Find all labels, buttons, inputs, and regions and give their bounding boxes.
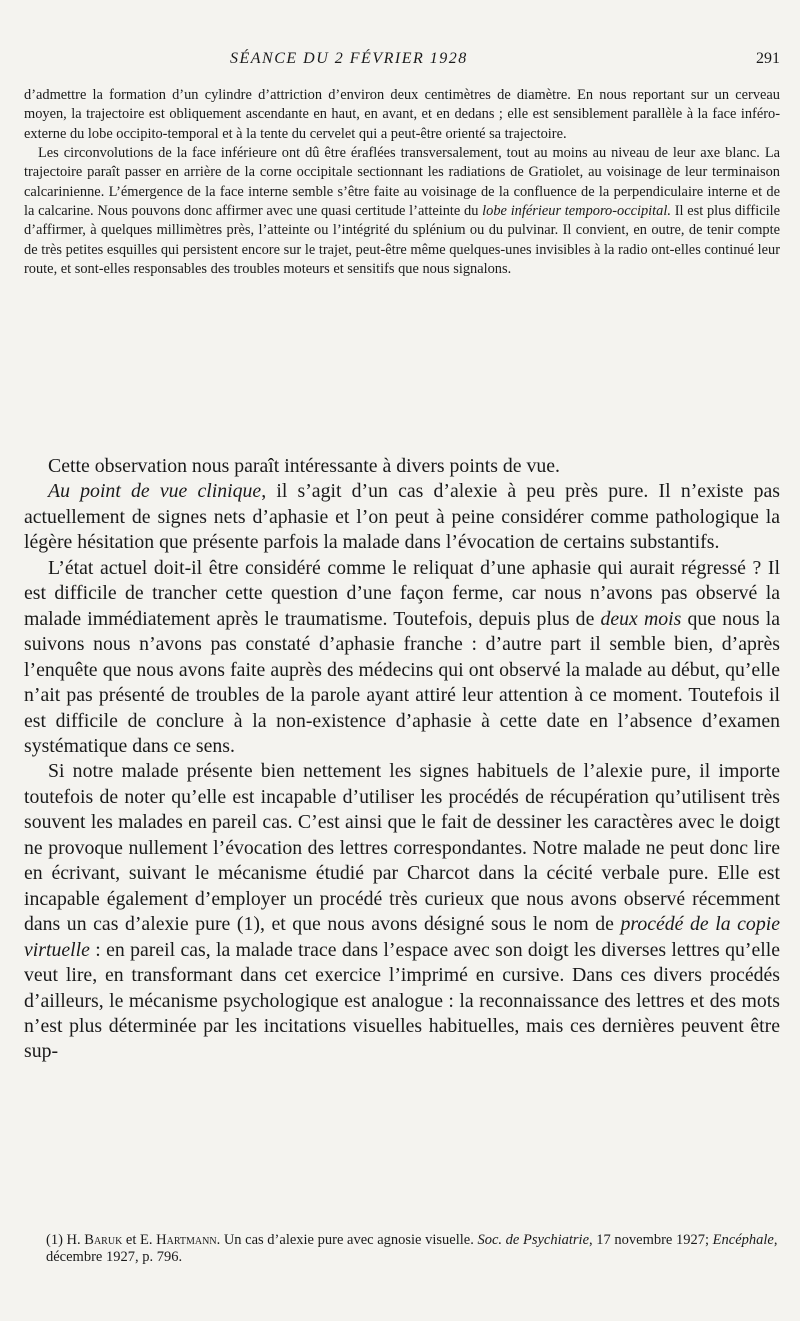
paragraph-text: Si notre malade présente bien nettement les signes habituels de l’alexie pure, il importe toutefois de noter qu’elle est incapable d’utiliser les procédés de récupération qu’utilisent très souvent les malades en pareil cas. C’est ainsi que le fait de dessiner les caractères avec le doigt ne provoque nullement l’évocation des lettres correspondantes. Notre malade ne peut donc lire en écrivant, suivant le mécanisme étudié par Charcot dans la cécité verbale pure. Elle est incapable également d’employer un procédé très curieux que nous avons observé récemment dans un cas d’alexie pure (1), et que nous avons désigné sous le nom de — [24, 760, 780, 936]
paragraph-text: d’admettre la formation d’un cylindre d’attriction d’environ deux centimètres de diamètre. En nous reportant sur un cerveau moyen, la trajectoire est obliquement ascendante en haut, en avant, et en dedans ; elle est sensiblement parallèle à la face inféro-externe du lobe occipito-temporal et à la tente du cervelet qui a peut-être orienté sa trajectoire. — [24, 87, 780, 142]
paragraph — [24, 454, 780, 479]
italic-phrase: procédé de la copie virtuelle — [24, 913, 780, 961]
footnote-part: . Un cas d’alexie pure avec agnosie visuelle. — [216, 1232, 478, 1248]
footnote-part: H. — [62, 1232, 85, 1248]
body-text-section — [24, 454, 780, 1065]
paragraph — [24, 86, 780, 144]
italic-phrase: lobe inférieur temporo-occipital. — [482, 203, 671, 220]
small-print-section — [24, 86, 780, 279]
page-number: 291 — [756, 50, 780, 67]
footnote-part: , 17 novembre 1927; — [589, 1232, 713, 1248]
paragraph-text: Cette observation nous paraît intéressante à divers points de vue. — [48, 455, 560, 477]
running-title: SÉANCE DU 2 FÉVRIER 1928 — [230, 50, 468, 67]
running-header — [0, 50, 800, 74]
footnote — [46, 1232, 780, 1266]
paragraph-text: : en pareil cas, la malade trace dans l’espace avec son doigt les diverses lettres qu’elle veut lire, en transformant dans cet exercice l’imprimé en cursive. Dans ces divers procédés d’ailleurs, le mécanisme psychologique est analogue : la reconnaissance des lettres et des mots n’est plus déterminée par les incitations visuelles habituelles, mais ces dernières peuvent être sup- — [24, 938, 780, 1063]
footnote-part: et E. — [122, 1232, 157, 1248]
paragraph-text: , il s’agit d’un cas d’alexie à peu près pure. Il n’existe pas actuellement de signes nets d’aphasie et l’on peut à peine considérer comme pathologique la légère hésitation que présente parfois la malade dans l’évocation de certains substantifs. — [24, 480, 780, 554]
paragraph-text: Les circonvolutions de la face inférieure ont dû être éraflées transversalement, tout au moins au niveau de leur axe blanc. La trajectoire paraît passer en arrière de la corne occipitale sectionnant les radiations de Gratiolet, au voisinage de leur terminaison calcarinienne. L’émergence de la face interne semble s’être faite au voisinage de la confluence de la perpendiculaire interne et de la calcarine. Nous pouvons donc affirmer avec une quasi certitude l’atteinte du — [24, 145, 780, 220]
paragraph-text: L’état actuel doit-il être considéré comme le reliquat d’une aphasie qui aurait régressé ? Il est difficile de trancher cette question d’une façon ferme, car nous n’avons pas observé la malade immédiatement après le traumatisme. Toutefois, depuis plus de — [24, 556, 780, 630]
paragraph — [24, 759, 780, 1064]
author-name: Hartmann — [156, 1232, 217, 1248]
author-name: Baruk — [84, 1232, 123, 1248]
paragraph-text: Il est plus difficile d’affirmer, à quelques millimètres près, l’atteinte ou l’intégrité du splénium ou du pulvinar. Il convient, en outre, de tenir compte de très petites esquilles qui persistent encore sur le trajet, peut-être même quelques-unes invisibles à la radio ont-elles continué leur route, et sont-elles responsables des troubles moteurs et sensitifs que nous signalons. — [24, 203, 780, 278]
footnote-part: , décembre 1927, p. 796. — [46, 1232, 778, 1265]
paragraph — [24, 556, 780, 760]
paragraph-text: que nous la suivons nous n’avons pas constaté d’aphasie franche : d’autre part il semble bien, d’après l’enquête que nous avons faite auprès des médecins qui ont observé la malade au début, qu’elle n’ait pas présenté de troubles de la parole ayant attiré leur attention à ce moment. Toutefois il est difficile de conclure à la non-existence d’aphasie à cette date en l’absence d’examen systématique dans ce sens. — [24, 607, 780, 757]
paragraph — [24, 144, 780, 279]
journal-name: Soc. de Psychiatrie — [477, 1232, 590, 1248]
footnote-marker: (1) — [46, 1232, 63, 1248]
journal-name: Encéphale — [712, 1232, 774, 1248]
italic-phrase: Au point de vue clinique — [48, 480, 262, 503]
footnote-text — [46, 1232, 780, 1266]
paragraph — [24, 479, 780, 555]
italic-phrase: deux mois — [600, 607, 682, 630]
